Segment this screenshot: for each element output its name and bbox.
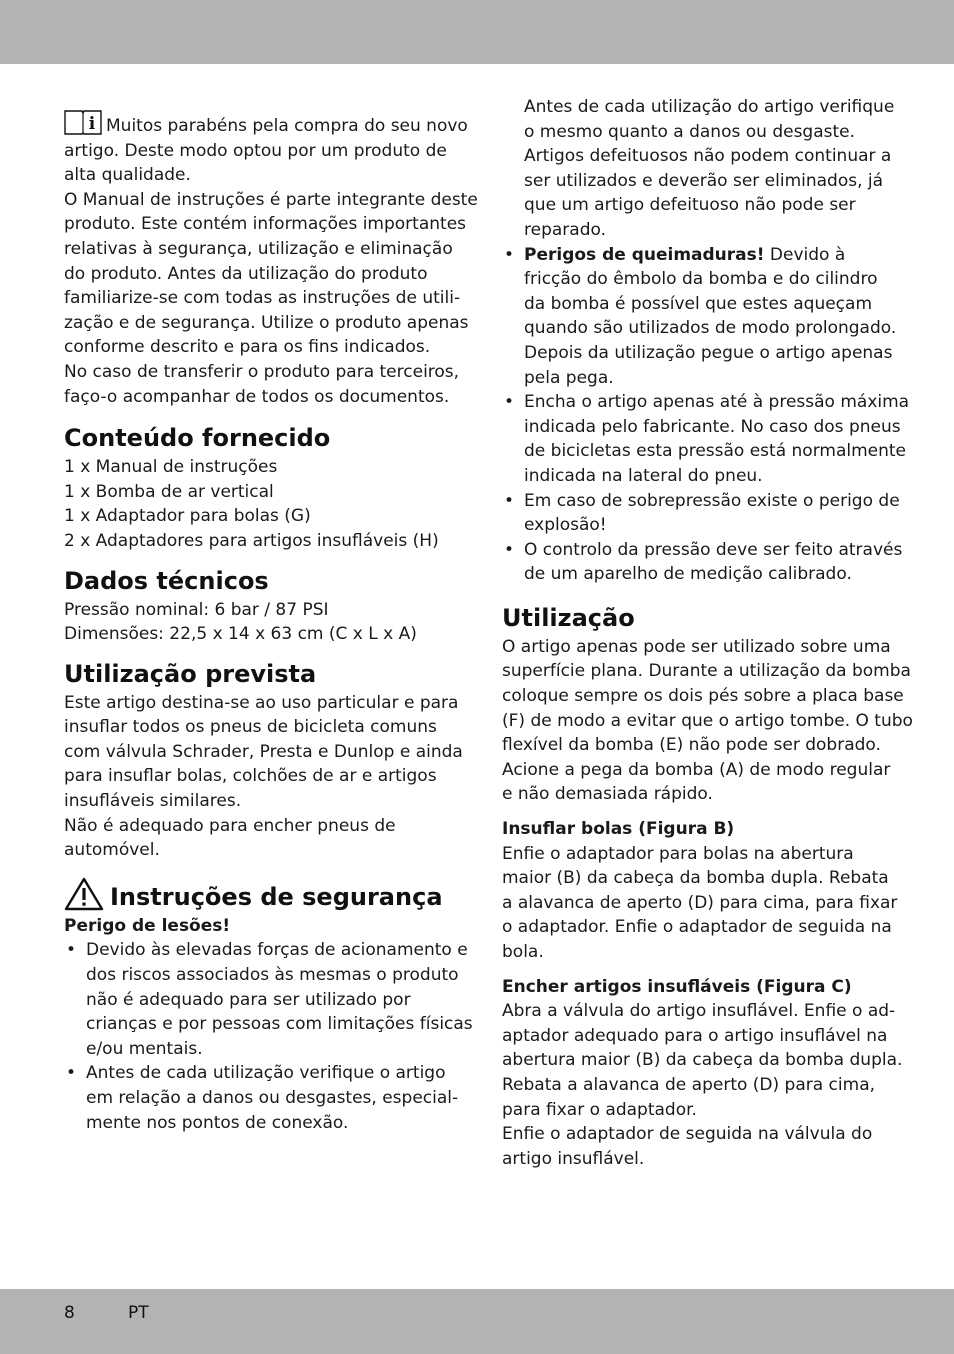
safety-heading-text: Instruções de segurança: [110, 882, 443, 911]
continuation-line: que um artigo defeituoso não pode ser: [524, 195, 856, 216]
contents-item: 2 x Adaptadores para artigos insufláveis (H): [64, 530, 439, 551]
warning-triangle-icon: [64, 877, 104, 911]
bullet-line: crianças e por pessoas com limitações físicas: [86, 1014, 473, 1035]
intro-line: faço-o acompanhar de todos os documentos.: [64, 386, 450, 407]
continuation-line: ser utilizados e deverão ser eliminados, já: [524, 170, 884, 191]
intro-line: produto. Este contém informações importantes: [64, 214, 467, 235]
bullet-line: Depois da utilização pegue o artigo apenas: [524, 342, 893, 363]
bullet-line: • Devido às elevadas forças de acionamento e: [86, 940, 468, 961]
intro-line: familiarize-se com todas as instruções de utili-: [64, 288, 461, 309]
contents-item: 1 x Manual de instruções: [64, 457, 278, 478]
contents-item: 1 x Adaptador para bolas (G): [64, 506, 311, 527]
bullet-line: • Em caso de sobrepressão existe o perigo de: [524, 490, 900, 511]
bullet-line: da bomba é possível que estes aqueçam: [524, 293, 873, 314]
continuation-line: o mesmo quanto a danos ou desgaste.: [524, 121, 856, 142]
contents-list: [64, 455, 456, 553]
intended-use-line: para insuflar bolas, colchões de ar e artigos: [64, 766, 437, 787]
right-column: [502, 95, 913, 1171]
bullet-item: [64, 938, 473, 1061]
inflatables-line: Rebata a alavanca de aperto (D) para cima,: [502, 1074, 876, 1095]
top-bar: [0, 0, 954, 64]
continuation-line: Antes de cada utilização do artigo verifique: [524, 97, 895, 117]
balls-line: o adaptador. Enfie o adaptador de seguida na: [502, 917, 892, 938]
safety-continuation: [502, 95, 895, 243]
left-column: [64, 95, 478, 1135]
bullet-line: e/ou mentais.: [86, 1038, 203, 1059]
intro-line: zação e de segurança. Utilize o produto apenas: [64, 312, 469, 333]
intro-line: i Muitos parabéns pela compra do seu novo: [64, 109, 456, 139]
bullet-line: mente nos pontos de conexão.: [86, 1112, 349, 1133]
contents-heading: Conteúdo fornecido: [64, 424, 331, 453]
bullet-item: [502, 390, 910, 488]
technical-item: Pressão nominal: 6 bar / 87 PSI: [64, 599, 329, 620]
usage-text: [502, 635, 913, 807]
inflatables-line: Abra a válvula do artigo insuflável. Enfie o ad-: [502, 1001, 896, 1022]
page-language: PT: [128, 1303, 149, 1323]
injury-subheading: Perigo de lesões!: [64, 915, 231, 936]
inflatables-text: [502, 999, 903, 1171]
bullet-line: pela pega.: [524, 367, 614, 388]
inflatables-line: artigo insuflável.: [502, 1148, 645, 1169]
bullet-line: não é adequado para ser utilizado por: [86, 989, 411, 1010]
usage-line: e não demasiada rápido.: [502, 784, 713, 805]
bullet-line: explosão!: [524, 515, 607, 536]
safety-bullets-left: [64, 938, 473, 1135]
inflatables-line: para fixar o adaptador.: [502, 1099, 697, 1120]
intro-line: O Manual de instruções é parte integrante deste: [64, 189, 478, 210]
intro-line: artigo. Deste modo optou por um produto de: [64, 140, 447, 161]
technical-item: Dimensões: 22,5 x 14 x 63 cm (C x L x A): [64, 624, 417, 645]
intended-use-line: automóvel.: [64, 840, 160, 861]
usage-heading: Utilização: [502, 603, 635, 632]
intro-line: alta qualidade.: [64, 165, 191, 186]
intro-line: do produto. Antes da utilização do produto: [64, 263, 428, 284]
intended-use-line: insufláveis similares.: [64, 791, 242, 812]
bullet-line: quando são utilizados de modo prolongado.: [524, 318, 897, 339]
continuation-line: Artigos defeituosos não podem continuar a: [524, 146, 892, 167]
bullet-line: • Antes de cada utilização verifique o artigo: [86, 1063, 446, 1084]
intro-line: conforme descrito e para os fins indicados.: [64, 337, 431, 358]
page-number: 8: [64, 1303, 75, 1323]
safety-bullets-right: [502, 243, 910, 587]
continuation-line: reparado.: [524, 219, 606, 240]
intended-use-heading: Utilização prevista: [64, 659, 317, 688]
bullet-line: • Encha o artigo apenas até à pressão máxima: [524, 392, 910, 413]
bullet-item: [502, 489, 900, 538]
inflatables-line: Enfie o adaptador de seguida na válvula do: [502, 1124, 873, 1145]
bullet-item: [502, 538, 903, 587]
burn-warning-rest: Devido à: [764, 244, 846, 265]
balls-line: Enfie o adaptador para bolas na abertura: [502, 843, 854, 864]
balls-line: maior (B) da cabeça da bomba dupla. Rebata: [502, 868, 889, 889]
intro-line: relativas à segurança, utilização e eliminação: [64, 238, 453, 259]
bullet-line: de um aparelho de medição calibrado.: [524, 564, 852, 585]
inflatables-line: abertura maior (B) da cabeça da bomba dupla.: [502, 1050, 903, 1071]
info-book-icon: [64, 109, 102, 135]
inflatables-line: aptador adequado para o artigo insuflável na: [502, 1025, 888, 1046]
bullet-line: • O controlo da pressão deve ser feito através: [524, 539, 903, 560]
usage-line: coloque sempre os dois pés sobre a placa base: [502, 686, 904, 707]
contents-item: 1 x Bomba de ar vertical: [64, 481, 274, 502]
balls-line: bola.: [502, 942, 544, 962]
inflatables-heading: Encher artigos insufláveis (Figura C): [502, 976, 852, 997]
usage-line: Acione a pega da bomba (A) de modo regular: [502, 759, 891, 780]
intro-text: [64, 109, 478, 409]
intended-use-line: Não é adequado para encher pneus de: [64, 815, 396, 836]
burn-warning-bold: Perigos de queimaduras!: [524, 244, 765, 265]
intended-use-line: insuflar todos os pneus de bicicleta comuns: [64, 717, 437, 738]
intended-use-line: com válvula Schrader, Presta e Dunlop e ainda: [64, 741, 463, 762]
bullet-line: em relação a danos ou desgastes, especial-: [86, 1088, 459, 1108]
usage-line: O artigo apenas pode ser utilizado sobre uma: [502, 636, 891, 657]
balls-text: [502, 842, 898, 965]
intended-use-text: [64, 691, 463, 863]
balls-heading: Insuflar bolas (Figura B): [502, 819, 735, 840]
bullet-line: [524, 243, 892, 268]
safety-heading: [64, 877, 456, 912]
svg-text:i: i: [88, 114, 96, 134]
usage-line: superfície plana. Durante a utilização da bomba: [502, 661, 911, 682]
usage-line: flexível da bomba (E) não pode ser dobrado.: [502, 735, 881, 756]
bullet-line: indicada na lateral do pneu.: [524, 465, 763, 486]
technical-list: [64, 598, 456, 647]
bullet-item: [64, 1061, 459, 1135]
bullet-line: fricção do êmbolo da bomba e do cilindro: [524, 269, 878, 290]
intro-line: No caso de transferir o produto para terceiros,: [64, 361, 460, 382]
bullet-line: dos riscos associados às mesmas o produto: [86, 965, 459, 986]
bullet-line: indicada pelo fabricante. No caso dos pneus: [524, 416, 901, 437]
bullet-item-burns: [502, 243, 897, 391]
usage-line: (F) de modo a evitar que o artigo tombe. O tubo: [502, 710, 913, 731]
balls-line: a alavanca de aperto (D) para cima, para fixar: [502, 892, 898, 913]
bullet-line: de bicicletas esta pressão está normalmente: [524, 441, 907, 462]
intended-use-line: Este artigo destina-se ao uso particular e para: [64, 692, 459, 713]
technical-heading: Dados técnicos: [64, 566, 269, 595]
